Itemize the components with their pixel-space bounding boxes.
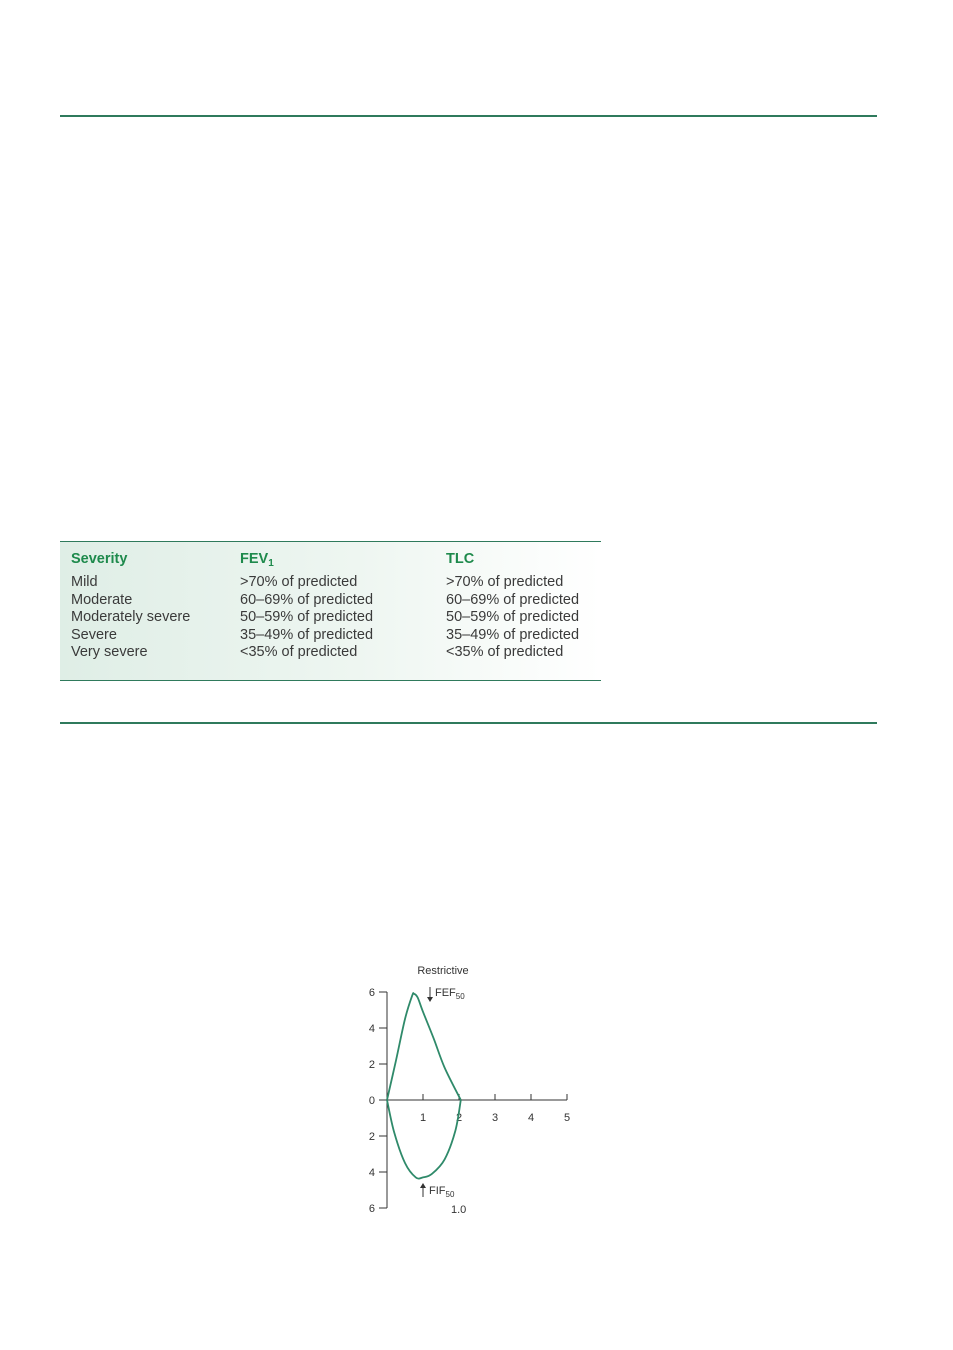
severity-table <box>60 541 601 681</box>
fev1-cell: <35% of predicted <box>240 644 358 661</box>
fif50-arrow-head <box>420 1183 426 1188</box>
fif50-annotation <box>420 1183 455 1199</box>
severity-cell: Very severe <box>71 644 148 661</box>
x-tick-label: 3 <box>491 1112 499 1124</box>
chart-title: Restrictive <box>417 965 469 977</box>
fev1-cell: 60–69% of predicted <box>240 591 374 608</box>
tlc-cell: 50–59% of predicted <box>446 609 580 626</box>
fif50-label: $FIF_{50}$ <box>429 1185 455 1199</box>
fev1-header-main: FEV <box>240 551 269 567</box>
x-tick-label: 2 <box>455 1112 463 1124</box>
chart-curves <box>387 993 461 1179</box>
tlc-cell: 35–49% of predicted <box>446 626 580 643</box>
tlc-header: TLC <box>446 551 475 567</box>
severity-cell: Severe <box>71 626 117 643</box>
x-tick-label: 5 <box>563 1112 571 1124</box>
y-tick-label: 4 <box>368 1167 375 1179</box>
tlc-cell: >70% of predicted <box>446 574 564 590</box>
severity-cell: Moderately severe <box>71 609 191 626</box>
top-divider <box>60 115 877 117</box>
y-tick-label: 2 <box>368 1131 375 1143</box>
x-tick-label: 1 <box>419 1112 427 1124</box>
fev1-header-sub: 1 <box>268 558 274 569</box>
tlc-cell: <35% of predicted <box>446 644 564 661</box>
fef50-arrow-head <box>427 997 433 1002</box>
expiratory-curve <box>387 993 461 1100</box>
y-tick-label: 6 <box>368 1203 375 1215</box>
y-tick-label: 0 <box>368 1095 375 1107</box>
severity-cell: Moderate <box>71 591 133 608</box>
tlc-column <box>446 551 579 662</box>
y-tick-label: 2 <box>368 1059 375 1071</box>
fev1-cell: >70% of predicted <box>240 574 358 590</box>
x-tick-label: 4 <box>527 1112 535 1124</box>
middle-divider <box>60 722 877 724</box>
bottom-value-label: 1.0 <box>451 1204 467 1216</box>
fef50-label: $FEF_{50}$ <box>435 987 465 1001</box>
fef50-annotation <box>427 987 465 1002</box>
tlc-cell: 60–69% of predicted <box>446 591 580 608</box>
chart-axes <box>369 987 570 1215</box>
y-tick-label: 4 <box>368 1023 375 1035</box>
severity-column <box>71 551 190 662</box>
severity-cell: Mild <box>71 574 98 590</box>
fev1-header <box>240 551 373 569</box>
fev1-column <box>240 551 373 662</box>
severity-header: Severity <box>71 551 128 567</box>
y-tick-label: 6 <box>368 987 375 999</box>
fev1-cell: 35–49% of predicted <box>240 626 374 643</box>
flow-volume-loop-chart <box>340 955 600 1225</box>
fev1-cell: 50–59% of predicted <box>240 609 374 626</box>
